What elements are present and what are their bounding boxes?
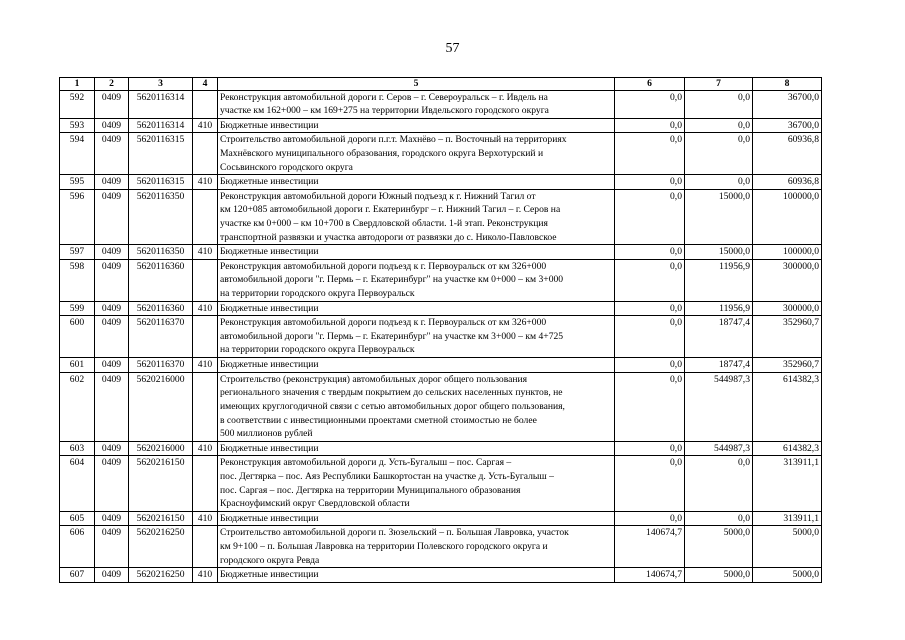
value-col8-cell: 300000,0 bbox=[753, 301, 822, 316]
value-col7-cell: 0,0 bbox=[685, 133, 753, 175]
value-col8-cell: 36700,0 bbox=[753, 90, 822, 118]
value-col7-cell: 18747,4 bbox=[685, 358, 753, 373]
description-cell bbox=[218, 90, 615, 118]
header-cell: 3 bbox=[129, 78, 193, 91]
row-number-cell: 600 bbox=[60, 316, 95, 358]
value-col6-cell: 0,0 bbox=[615, 90, 685, 118]
description-line: участке км 162+000 – км 169+275 на территории Ивдельского городского округа bbox=[220, 105, 549, 117]
description-cell bbox=[218, 511, 615, 526]
description-line: Красноуфимский округ Свердловской области bbox=[220, 498, 410, 510]
description-line: транспортной развязки и участка автодороги от развязки до с. Николо-Павловское bbox=[220, 231, 557, 243]
description-cell bbox=[218, 456, 615, 511]
description-line: пос. Дегтярка – пос. Аяз Республики Башкортостан на участке д. Усть-Бугалыш – bbox=[220, 470, 554, 482]
row-number-cell: 602 bbox=[60, 372, 95, 441]
table-row bbox=[60, 511, 822, 526]
row-number-cell: 594 bbox=[60, 133, 95, 175]
target-code-cell: 5620216250 bbox=[129, 526, 193, 568]
value-col6-cell: 0,0 bbox=[615, 301, 685, 316]
description-cell bbox=[218, 189, 615, 244]
expense-type-cell bbox=[193, 316, 218, 358]
description-line: пос. Саргая – пос. Дегтярка на территории Муниципального образования bbox=[220, 484, 521, 496]
description-line: Реконструкция автомобильной дороги г. Серов – г. Североуральск – г. Ивдель на bbox=[220, 91, 548, 103]
description-line: автомобильной дороги "г. Пермь – г. Екатеринбург" на участке км 0+000 – км 3+000 bbox=[220, 274, 564, 286]
section-code-cell: 0409 bbox=[95, 316, 129, 358]
value-col6-cell: 0,0 bbox=[615, 358, 685, 373]
expense-type-cell bbox=[193, 189, 218, 244]
section-code-cell: 0409 bbox=[95, 568, 129, 583]
target-code-cell: 5620216250 bbox=[129, 568, 193, 583]
value-col8-cell: 352960,7 bbox=[753, 358, 822, 373]
value-col6-cell: 0,0 bbox=[615, 118, 685, 133]
table-row bbox=[60, 90, 822, 118]
table-row bbox=[60, 456, 822, 511]
value-col7-cell: 0,0 bbox=[685, 118, 753, 133]
section-code-cell: 0409 bbox=[95, 259, 129, 301]
table-row bbox=[60, 301, 822, 316]
section-code-cell: 0409 bbox=[95, 175, 129, 190]
value-col7-cell: 15000,0 bbox=[685, 245, 753, 260]
description-line: Сосьвинского городского округа bbox=[220, 161, 353, 173]
row-number-cell: 605 bbox=[60, 511, 95, 526]
row-number-cell: 601 bbox=[60, 358, 95, 373]
expense-type-cell: 410 bbox=[193, 568, 218, 583]
table-row bbox=[60, 245, 822, 260]
value-col6-cell: 140674,7 bbox=[615, 568, 685, 583]
expense-type-cell bbox=[193, 90, 218, 118]
description-line: Реконструкция автомобильной дороги подъезд к г. Первоуральск от км 326+000 bbox=[220, 317, 547, 329]
header-cell: 5 bbox=[218, 78, 615, 91]
value-col8-cell: 313911,1 bbox=[753, 511, 822, 526]
section-code-cell: 0409 bbox=[95, 133, 129, 175]
value-col8-cell: 100000,0 bbox=[753, 189, 822, 244]
header-cell: 2 bbox=[95, 78, 129, 91]
section-code-cell: 0409 bbox=[95, 441, 129, 456]
description-line: Строительство (реконструкция) автомобильных дорог общего пользования bbox=[220, 373, 528, 385]
description-cell bbox=[218, 133, 615, 175]
value-col6-cell: 0,0 bbox=[615, 456, 685, 511]
table-row bbox=[60, 175, 822, 190]
description-line: Махнёвского муниципального образования, городского округа Верхотурский и bbox=[220, 147, 544, 159]
value-col8-cell: 300000,0 bbox=[753, 259, 822, 301]
value-col8-cell: 313911,1 bbox=[753, 456, 822, 511]
description-line: Бюджетные инвестиции bbox=[220, 176, 319, 188]
value-col8-cell: 614382,3 bbox=[753, 441, 822, 456]
value-col6-cell: 0,0 bbox=[615, 511, 685, 526]
description-line: км 120+085 автомобильной дороги г. Екатеринбург – г. Нижний Тагил – г. Серов на bbox=[220, 204, 561, 216]
value-col7-cell: 544987,3 bbox=[685, 372, 753, 441]
value-col7-cell: 5000,0 bbox=[685, 568, 753, 583]
expense-type-cell: 410 bbox=[193, 118, 218, 133]
description-line: Бюджетные инвестиции bbox=[220, 569, 319, 581]
header-cell: 4 bbox=[193, 78, 218, 91]
expense-type-cell bbox=[193, 456, 218, 511]
section-code-cell: 0409 bbox=[95, 189, 129, 244]
row-number-cell: 604 bbox=[60, 456, 95, 511]
section-code-cell: 0409 bbox=[95, 358, 129, 373]
description-line: автомобильной дороги "г. Пермь – г. Екатеринбург" на участке км 3+000 – км 4+725 bbox=[220, 330, 564, 342]
target-code-cell: 5620216150 bbox=[129, 511, 193, 526]
target-code-cell: 5620116360 bbox=[129, 259, 193, 301]
description-cell bbox=[218, 441, 615, 456]
description-line: Строительство автомобильной дороги п. Зюзельский – п. Большая Лавровка, участок bbox=[220, 527, 569, 539]
target-code-cell: 5620216000 bbox=[129, 372, 193, 441]
row-number-cell: 607 bbox=[60, 568, 95, 583]
header-cell: 6 bbox=[615, 78, 685, 91]
row-number-cell: 593 bbox=[60, 118, 95, 133]
description-line: регионального значения с твердым покрытием до сельских населенных пунктов, не bbox=[220, 387, 563, 399]
value-col8-cell: 614382,3 bbox=[753, 372, 822, 441]
table-row bbox=[60, 441, 822, 456]
value-col7-cell: 0,0 bbox=[685, 511, 753, 526]
row-number-cell: 596 bbox=[60, 189, 95, 244]
value-col6-cell: 0,0 bbox=[615, 316, 685, 358]
page-number: 57 bbox=[445, 41, 460, 56]
description-line: имеющих круглогодичной связи с сетью автомобильных дорог общего пользования, bbox=[220, 400, 565, 412]
value-col8-cell: 5000,0 bbox=[753, 568, 822, 583]
description-cell bbox=[218, 568, 615, 583]
table-row bbox=[60, 526, 822, 568]
table-row bbox=[60, 259, 822, 301]
description-cell bbox=[218, 245, 615, 260]
description-line: на территории городского округа Первоуральск bbox=[220, 344, 415, 356]
section-code-cell: 0409 bbox=[95, 245, 129, 260]
value-col8-cell: 36700,0 bbox=[753, 118, 822, 133]
target-code-cell: 5620116350 bbox=[129, 189, 193, 244]
value-col7-cell: 5000,0 bbox=[685, 526, 753, 568]
description-cell bbox=[218, 259, 615, 301]
description-line: Реконструкция автомобильной дороги Южный подъезд к г. Нижний Тагил от bbox=[220, 190, 536, 202]
target-code-cell: 5620116314 bbox=[129, 90, 193, 118]
table-row bbox=[60, 118, 822, 133]
table-row bbox=[60, 133, 822, 175]
description-line: городского округа Ревда bbox=[220, 554, 320, 566]
description-line: Бюджетные инвестиции bbox=[220, 512, 319, 524]
value-col7-cell: 15000,0 bbox=[685, 189, 753, 244]
description-cell bbox=[218, 358, 615, 373]
description-cell bbox=[218, 118, 615, 133]
target-code-cell: 5620216000 bbox=[129, 441, 193, 456]
target-code-cell: 5620116314 bbox=[129, 118, 193, 133]
row-number-cell: 599 bbox=[60, 301, 95, 316]
description-line: Бюджетные инвестиции bbox=[220, 359, 319, 371]
description-cell bbox=[218, 175, 615, 190]
expense-type-cell bbox=[193, 372, 218, 441]
expense-type-cell bbox=[193, 133, 218, 175]
description-line: Реконструкция автомобильной дороги д. Усть-Бугалыш – пос. Саргая – bbox=[220, 457, 512, 469]
value-col6-cell: 0,0 bbox=[615, 175, 685, 190]
description-line: Бюджетные инвестиции bbox=[220, 442, 319, 454]
description-line: Реконструкция автомобильной дороги подъезд к г. Первоуральск от км 326+000 bbox=[220, 260, 547, 272]
row-number-cell: 598 bbox=[60, 259, 95, 301]
description-cell bbox=[218, 301, 615, 316]
value-col7-cell: 544987,3 bbox=[685, 441, 753, 456]
description-line: в соответствии с инвестиционными проектами сметной стоимостью не более bbox=[220, 414, 537, 426]
section-code-cell: 0409 bbox=[95, 90, 129, 118]
table-row bbox=[60, 358, 822, 373]
value-col7-cell: 0,0 bbox=[685, 175, 753, 190]
header-row bbox=[60, 78, 822, 91]
description-line: Строительство автомобильной дороги п.г.т. Махнёво – п. Восточный на территориях bbox=[220, 134, 567, 146]
description-cell bbox=[218, 316, 615, 358]
expense-type-cell: 410 bbox=[193, 511, 218, 526]
target-code-cell: 5620116370 bbox=[129, 316, 193, 358]
target-code-cell: 5620116315 bbox=[129, 175, 193, 190]
section-code-cell: 0409 bbox=[95, 456, 129, 511]
row-number-cell: 606 bbox=[60, 526, 95, 568]
row-number-cell: 595 bbox=[60, 175, 95, 190]
value-col7-cell: 0,0 bbox=[685, 456, 753, 511]
table-row bbox=[60, 189, 822, 244]
description-cell bbox=[218, 526, 615, 568]
value-col8-cell: 60936,8 bbox=[753, 175, 822, 190]
section-code-cell: 0409 bbox=[95, 526, 129, 568]
expense-type-cell: 410 bbox=[193, 441, 218, 456]
value-col6-cell: 140674,7 bbox=[615, 526, 685, 568]
value-col6-cell: 0,0 bbox=[615, 189, 685, 244]
section-code-cell: 0409 bbox=[95, 511, 129, 526]
target-code-cell: 5620216150 bbox=[129, 456, 193, 511]
row-number-cell: 597 bbox=[60, 245, 95, 260]
value-col7-cell: 11956,9 bbox=[685, 301, 753, 316]
expense-type-cell bbox=[193, 526, 218, 568]
description-line: участке км 0+000 – км 10+700 в Свердловской области. 1-й этап. Реконструкция bbox=[220, 217, 548, 229]
row-number-cell: 603 bbox=[60, 441, 95, 456]
value-col8-cell: 5000,0 bbox=[753, 526, 822, 568]
target-code-cell: 5620116360 bbox=[129, 301, 193, 316]
expense-type-cell: 410 bbox=[193, 301, 218, 316]
value-col6-cell: 0,0 bbox=[615, 245, 685, 260]
target-code-cell: 5620116370 bbox=[129, 358, 193, 373]
header-cell: 7 bbox=[685, 78, 753, 91]
description-cell bbox=[218, 372, 615, 441]
target-code-cell: 5620116350 bbox=[129, 245, 193, 260]
section-code-cell: 0409 bbox=[95, 301, 129, 316]
description-line: Бюджетные инвестиции bbox=[220, 119, 319, 131]
table-row bbox=[60, 568, 822, 583]
description-line: км 9+100 – п. Большая Лавровка на территории Полевского городского округа и bbox=[220, 541, 548, 552]
description-line: на территории городского округа Первоуральск bbox=[220, 288, 415, 300]
target-code-cell: 5620116315 bbox=[129, 133, 193, 175]
value-col8-cell: 100000,0 bbox=[753, 245, 822, 260]
header-cell: 1 bbox=[60, 78, 95, 91]
value-col7-cell: 18747,4 bbox=[685, 316, 753, 358]
description-line: Бюджетные инвестиции bbox=[220, 302, 319, 314]
value-col6-cell: 0,0 bbox=[615, 441, 685, 456]
value-col7-cell: 11956,9 bbox=[685, 259, 753, 301]
value-col7-cell: 0,0 bbox=[685, 90, 753, 118]
value-col8-cell: 60936,8 bbox=[753, 133, 822, 175]
value-col6-cell: 0,0 bbox=[615, 372, 685, 441]
expense-type-cell: 410 bbox=[193, 175, 218, 190]
section-code-cell: 0409 bbox=[95, 372, 129, 441]
budget-table bbox=[59, 77, 822, 583]
header-cell: 8 bbox=[753, 78, 822, 91]
expense-type-cell: 410 bbox=[193, 358, 218, 373]
expense-type-cell bbox=[193, 259, 218, 301]
value-col6-cell: 0,0 bbox=[615, 133, 685, 175]
row-number-cell: 592 bbox=[60, 90, 95, 118]
expense-type-cell: 410 bbox=[193, 245, 218, 260]
value-col8-cell: 352960,7 bbox=[753, 316, 822, 358]
description-line: Бюджетные инвестиции bbox=[220, 246, 319, 258]
value-col6-cell: 0,0 bbox=[615, 259, 685, 301]
description-line: 500 миллионов рублей bbox=[220, 428, 313, 440]
section-code-cell: 0409 bbox=[95, 118, 129, 133]
table-row bbox=[60, 316, 822, 358]
table-row bbox=[60, 372, 822, 441]
